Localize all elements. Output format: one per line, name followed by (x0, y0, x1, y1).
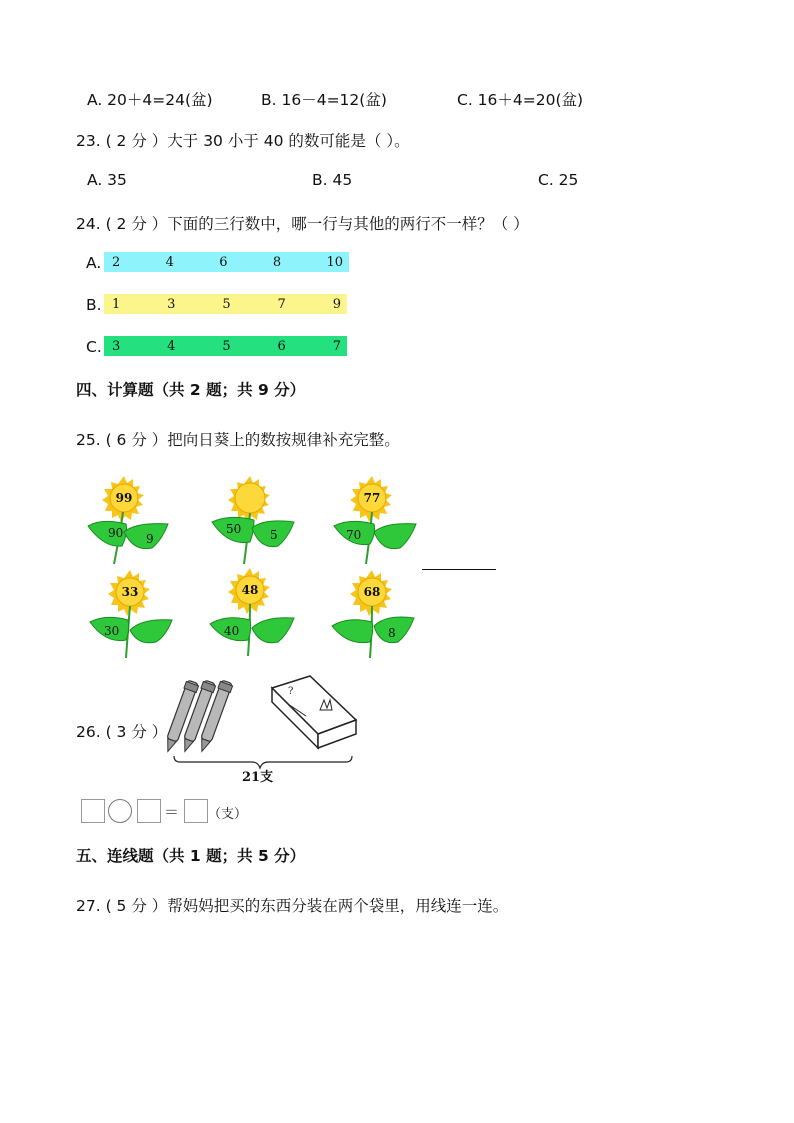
sunflower-icon (86, 474, 181, 566)
q24-label-c: C. (86, 338, 102, 356)
flower-right-leaf-number: 5 (270, 528, 278, 542)
flower-left-leaf-number: 40 (224, 624, 240, 638)
answer-box-2[interactable] (137, 799, 161, 823)
q24-question: 24. ( 2 分 ）下面的三行数中，哪一行与其他的两行不一样？（ ） (76, 215, 529, 233)
flower-center-number: 99 (115, 491, 133, 505)
flower-left-leaf-number: 30 (104, 624, 120, 638)
sunflower-2 (210, 474, 305, 566)
q23-option-a: A. 35 (87, 171, 127, 189)
section-4-heading: 四、计算题（共 2 题；共 9 分） (76, 381, 306, 399)
flower-center-number: 48 (241, 583, 259, 597)
q22-option-b: B. 16－4=12(盆) (261, 91, 387, 109)
num: 4 (165, 254, 174, 270)
q25-question: 25. ( 6 分 ）把向日葵上的数按规律补充完整。 (76, 431, 400, 449)
equals-sign: ＝ (164, 803, 180, 821)
total-label: 21支 (242, 770, 274, 785)
sunflower-icon (332, 474, 427, 566)
sunflower-3 (332, 474, 427, 566)
num: 7 (277, 296, 286, 312)
q27-question: 27. ( 5 分 ）帮妈妈把买的东西分装在两个袋里，用线连一连。 (76, 897, 509, 915)
num: 8 (272, 254, 282, 270)
q23-option-b: B. 45 (312, 171, 353, 189)
pen-box-icon (272, 676, 356, 748)
q22-option-a: A. 20＋4=24(盆) (87, 91, 213, 109)
q24-row-b (104, 294, 347, 314)
section-5-heading: 五、连线题（共 1 题；共 5 分） (76, 847, 306, 865)
q26-question: 26. ( 3 分 ） (76, 723, 168, 741)
answer-blank-line[interactable] (422, 569, 496, 570)
unit-label: （支） (208, 807, 248, 822)
num: 10 (326, 254, 343, 270)
num: 2 (112, 254, 121, 270)
answer-box-3[interactable] (184, 799, 208, 823)
sunflower-icon (86, 568, 181, 660)
num: 6 (219, 254, 228, 270)
sunflower-5 (208, 566, 303, 658)
sunflower-icon (208, 566, 303, 658)
sunflower-icon (330, 568, 425, 660)
num: 3 (167, 296, 176, 312)
num: 6 (277, 338, 286, 354)
flower-center-number: 68 (363, 585, 381, 599)
num: 5 (222, 296, 231, 312)
num: 1 (112, 296, 121, 312)
flower-center-number: 77 (363, 491, 381, 505)
svg-text:?: ? (288, 686, 294, 697)
num: 5 (222, 338, 231, 354)
q22-option-c: C. 16＋4=20(盆) (457, 91, 584, 109)
flower-center-number: 33 (121, 585, 139, 599)
q23-question: 23. ( 2 分 ）大于 30 小于 40 的数可能是（ ）。 (76, 132, 410, 150)
num: 7 (332, 338, 341, 354)
q24-row-c (104, 336, 347, 356)
sunflower-icon (210, 474, 305, 566)
q24-label-b: B. (86, 296, 102, 314)
num: 9 (332, 296, 341, 312)
q23-option-c: C. 25 (538, 171, 579, 189)
flower-left-leaf-number: 50 (226, 522, 242, 536)
q24-label-a: A. (86, 254, 102, 272)
q24-row-a (104, 252, 349, 272)
answer-box-1[interactable] (81, 799, 105, 823)
sunflower-4 (86, 568, 181, 660)
sunflower-1 (86, 474, 181, 566)
operator-circle[interactable] (108, 799, 132, 823)
sunflower-6 (330, 568, 425, 660)
flower-right-leaf-number: 8 (388, 626, 396, 640)
flower-left-leaf-number: 70 (346, 528, 362, 542)
num: 3 (112, 338, 121, 354)
flower-left-leaf-number: 90 (108, 526, 124, 540)
flower-right-leaf-number: 9 (146, 532, 154, 546)
num: 4 (167, 338, 176, 354)
